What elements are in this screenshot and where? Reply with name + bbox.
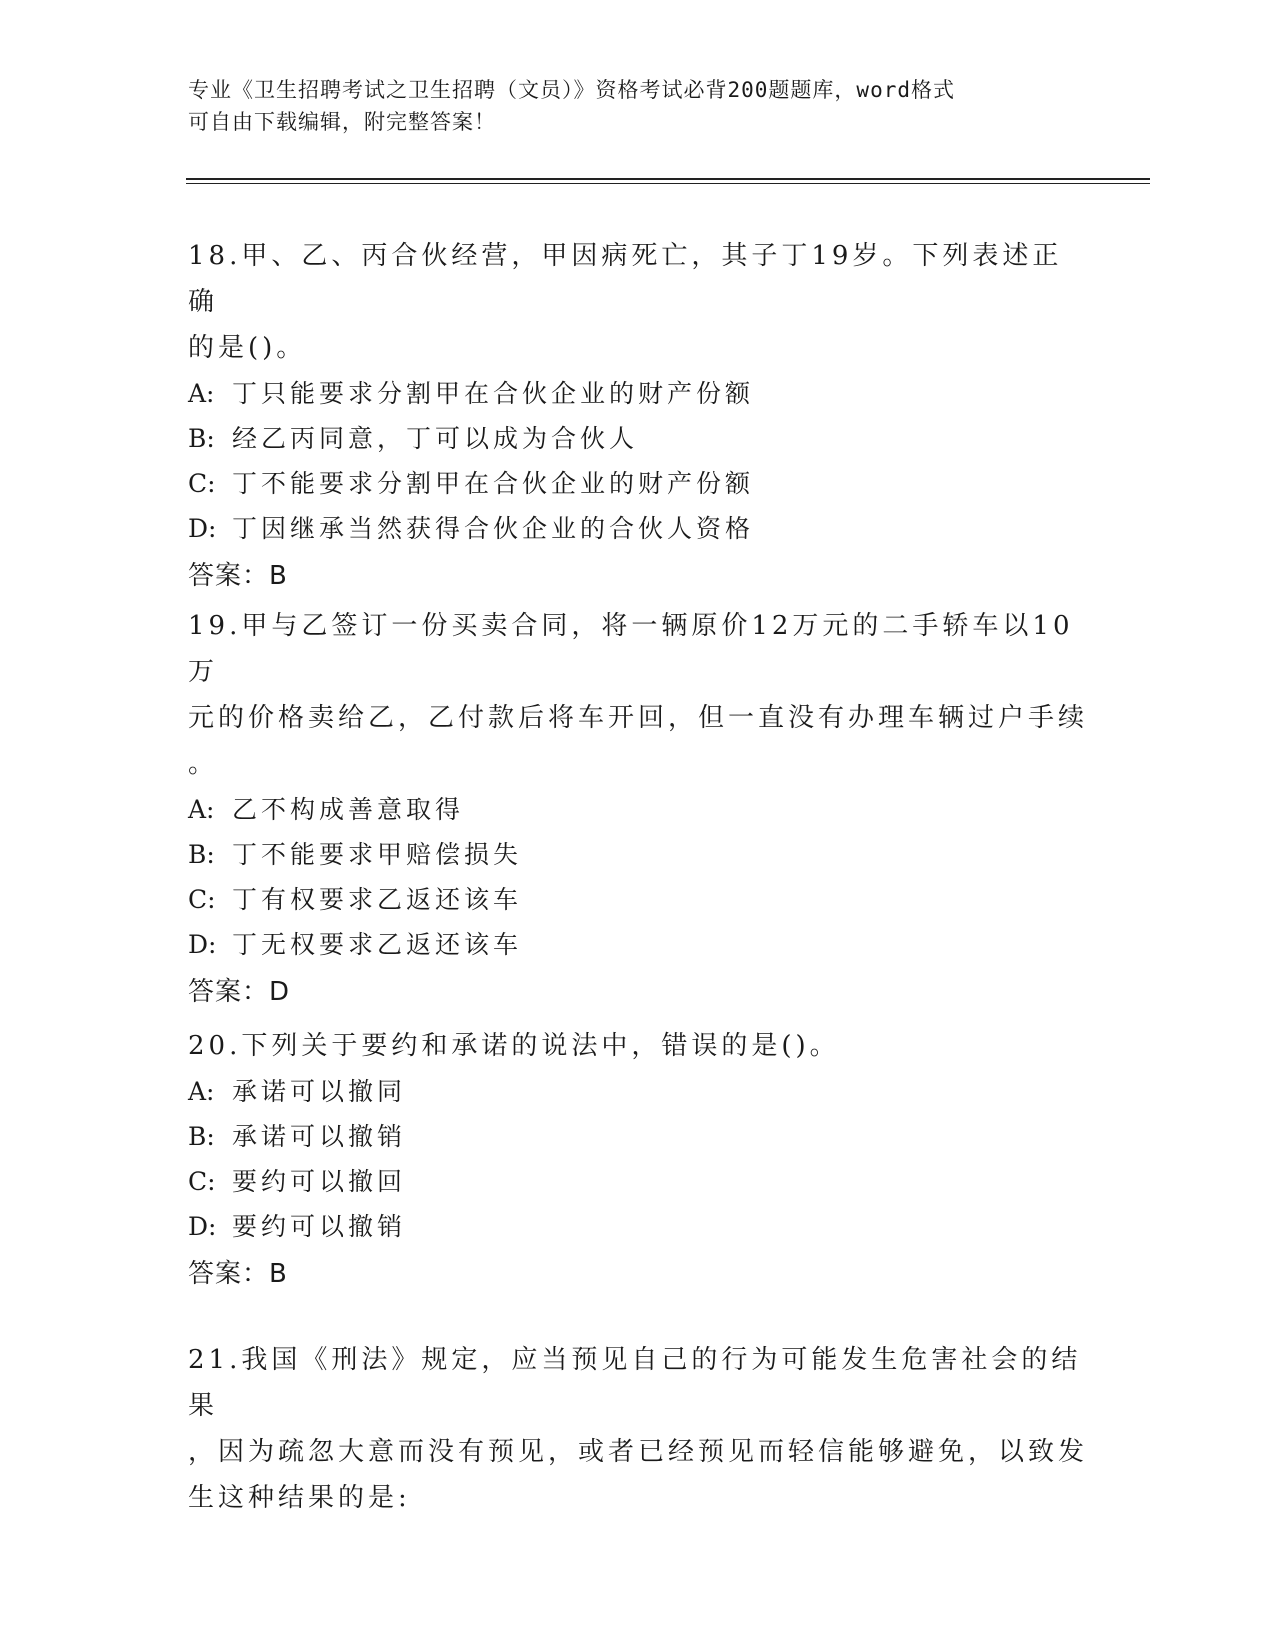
option-d: [188, 506, 1088, 551]
option-label: D:: [188, 1212, 217, 1241]
option-a: [188, 371, 1088, 416]
option-text: 乙不构成善意取得: [232, 795, 465, 824]
option-a: [188, 1069, 1088, 1114]
option-label: B:: [188, 840, 215, 869]
option-c: [188, 877, 1088, 922]
option-text: 丁有权要求乙返还该车: [232, 885, 523, 914]
header-line-2: 可自由下载编辑，附完整答案！: [188, 110, 496, 134]
question-stem: 21.我国《刑法》规定，应当预见自己的行为可能发生危害社会的结果 ，因为疏忽大意而没有预见，或者已经预见而轻信能够避免，以致发 生这种结果的是:: [188, 1345, 1089, 1513]
option-label: D:: [188, 514, 217, 543]
question-20: [188, 1023, 1088, 1297]
answer-line: 答案：B: [188, 1259, 288, 1289]
option-label: A:: [188, 379, 215, 408]
option-d: [188, 922, 1088, 967]
option-b: [188, 832, 1088, 877]
option-label: D:: [188, 930, 217, 959]
option-text: 要约可以撤回: [232, 1167, 407, 1196]
option-b: [188, 416, 1088, 461]
option-d: [188, 1204, 1088, 1249]
option-c: [188, 1159, 1088, 1204]
header-line-1: 专业《卫生招聘考试之卫生招聘（文员）》资格考试必背200题题库，word格式: [188, 78, 955, 102]
option-text: 承诺可以撤销: [232, 1122, 407, 1151]
option-text: 经乙丙同意，丁可以成为合伙人: [232, 424, 639, 453]
answer-line: 答案：D: [188, 977, 291, 1007]
header-divider-thin: [186, 183, 1150, 184]
option-text: 承诺可以撤同: [232, 1077, 407, 1106]
question-stem: 18.甲、乙、丙合伙经营，甲因病死亡，其子丁19岁。下列表述正确 的是()。: [188, 241, 1063, 363]
option-text: 丁因继承当然获得合伙企业的合伙人资格: [232, 514, 755, 543]
question-18: [188, 233, 1088, 599]
option-label: B:: [188, 424, 215, 453]
option-a: [188, 787, 1088, 832]
question-stem: 19.甲与乙签订一份买卖合同，将一辆原价12万元的二手轿车以10万 元的价格卖给乙，乙付款后将车开回，但一直没有办理车辆过户手续 。: [188, 611, 1089, 779]
option-label: A:: [188, 1077, 215, 1106]
option-b: [188, 1114, 1088, 1159]
option-label: C:: [188, 469, 216, 498]
option-label: C:: [188, 1167, 216, 1196]
option-text: 丁无权要求乙返还该车: [232, 930, 523, 959]
document-header: [188, 74, 1088, 138]
option-text: 丁只能要求分割甲在合伙企业的财产份额: [232, 379, 755, 408]
option-text: 要约可以撤销: [232, 1212, 407, 1241]
header-divider: [186, 178, 1150, 180]
answer-line: 答案：B: [188, 561, 288, 591]
option-label: B:: [188, 1122, 215, 1151]
option-text: 丁不能要求分割甲在合伙企业的财产份额: [232, 469, 755, 498]
option-label: C:: [188, 885, 216, 914]
question-19: [188, 603, 1088, 1015]
question-21: [188, 1337, 1088, 1521]
option-c: [188, 461, 1088, 506]
option-label: A:: [188, 795, 215, 824]
option-text: 丁不能要求甲赔偿损失: [232, 840, 523, 869]
question-stem: 20.下列关于要约和承诺的说法中，错误的是()。: [188, 1031, 840, 1061]
